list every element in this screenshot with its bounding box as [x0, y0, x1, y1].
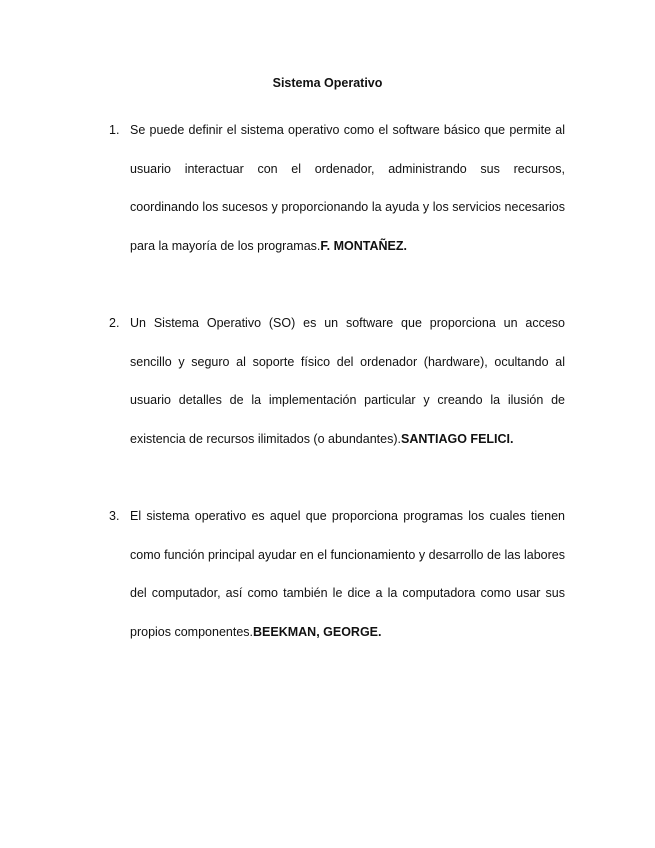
item-author: BEEKMAN, GEORGE. — [253, 624, 382, 639]
item-text-block — [130, 304, 565, 458]
item-text-block — [130, 111, 565, 265]
item-text-block — [130, 497, 565, 651]
list-item — [109, 497, 565, 651]
list-item — [109, 111, 565, 265]
list-item — [109, 304, 565, 458]
item-text: Un Sistema Operativo (SO) es un software que proporciona un acceso sencillo y seguro al soporte físico del ordenador (hardware), ocultando al usuario detalles de la implementación particular y creando la ilusión de existencia de recursos ilimitados (o abundantes). — [130, 316, 565, 446]
item-text: Se puede definir el sistema operativo como el software básico que permite al usuario interactuar con el ordenador, administrando sus recursos, coordinando los sucesos y proporcionando la ayuda y los servicios necesarios para la mayoría de los programas. — [130, 123, 565, 253]
document-title: Sistema Operativo — [272, 76, 383, 90]
item-number: 2. — [109, 316, 120, 330]
item-number: 3. — [109, 509, 120, 523]
item-number: 1. — [109, 123, 120, 137]
item-text: El sistema operativo es aquel que proporciona programas los cuales tienen como función principal ayudar en el funcionamiento y desarrollo de las labores del computador, así como también le dice a la computadora como usar sus propios componentes. — [130, 509, 565, 639]
item-author: SANTIAGO FELICI. — [400, 431, 514, 446]
item-author: F. MONTAÑEZ. — [320, 238, 407, 253]
